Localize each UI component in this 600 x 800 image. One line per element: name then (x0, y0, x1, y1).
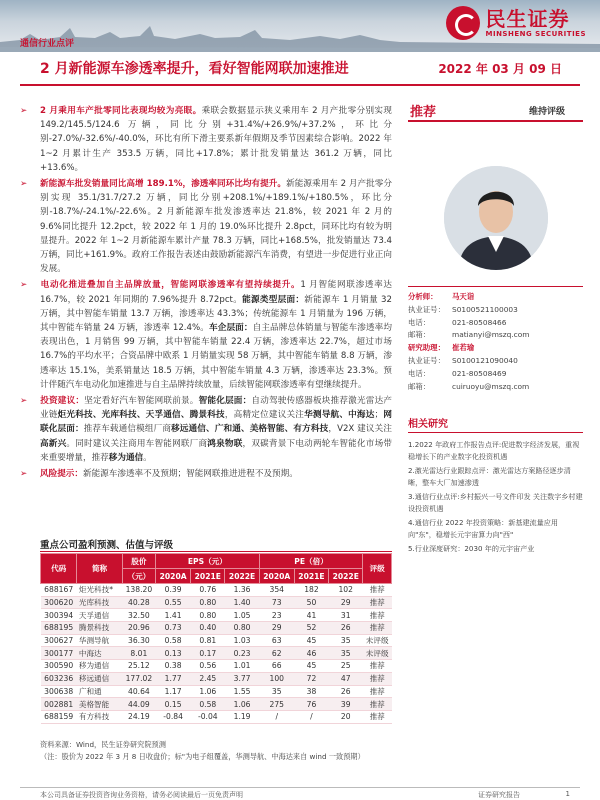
forecast-table (40, 553, 392, 724)
table-cell: 603236 (41, 672, 77, 685)
table-cell: 0.80 (225, 622, 259, 635)
license-row: 执业证号： S0100121090040 (408, 355, 518, 365)
table-cell: 1.06 (225, 698, 259, 711)
table-cell: 0.73 (156, 622, 191, 635)
table-cell: 1.17 (156, 685, 191, 698)
table-cell: 移为通信 (77, 660, 122, 673)
logo-text-en: MINSHENG SECURITIES (485, 30, 586, 38)
table-cell: 300590 (41, 660, 77, 673)
table-cell: 24.19 (122, 710, 155, 723)
table-cell: 300638 (41, 685, 77, 698)
phone-row: 电话： 021-80508466 (408, 317, 507, 327)
email-row: 邮箱： cuiruoyu@mszq.com (408, 381, 530, 391)
table-cell: / (259, 710, 294, 723)
table-title: 重点公司盈利预测、估值与评级 (40, 540, 174, 551)
table-cell: 45 (294, 660, 328, 673)
footer-disclaimer: 本公司具备证券投资咨询业务资格，请务必阅读最后一页免责声明 (40, 791, 243, 799)
table-cell: 2.45 (191, 672, 225, 685)
table-row (41, 698, 392, 711)
table-cell: 26 (329, 685, 363, 698)
table-cell: 1.40 (225, 596, 259, 609)
table-cell: 美格智能 (77, 698, 122, 711)
table-cell: 推荐 (363, 698, 392, 711)
table-cell: 0.39 (156, 584, 191, 597)
table-row (41, 584, 392, 597)
table-cell: 8.01 (122, 647, 155, 660)
paragraph-risk: ➢ 风险提示：新能源车渗透率不及预期；智能网联推进进程不及预期。 (40, 467, 392, 481)
table-cell: 354 (259, 584, 294, 597)
table-row (41, 609, 392, 622)
table-row (41, 596, 392, 609)
table-body (41, 584, 392, 724)
table-cell: 688195 (41, 622, 77, 635)
table-cell: 102 (329, 584, 363, 597)
related-research-title: 相关研究 (408, 415, 583, 433)
table-cell: 29 (329, 596, 363, 609)
table-cell: 0.55 (156, 596, 191, 609)
header-year: 2022E (329, 569, 363, 584)
table-cell: 光库科技 (77, 596, 122, 609)
table-cell: / (294, 710, 328, 723)
table-cell: 002881 (41, 698, 77, 711)
report-category: 通信行业点评 (20, 39, 75, 49)
table-cell: 0.58 (156, 634, 191, 647)
license-row: 执业证号： S0100521100003 (408, 304, 518, 314)
table-cell: 47 (329, 672, 363, 685)
title-divider (20, 84, 580, 86)
header-banner (0, 0, 600, 52)
table-cell: 45 (294, 634, 328, 647)
table-cell: 1.03 (225, 634, 259, 647)
table-cell: 63 (259, 634, 294, 647)
table-cell: 35 (259, 685, 294, 698)
header-year: 2020A (259, 569, 294, 584)
table-cell: 未评级 (363, 634, 392, 647)
report-date: 2022 年 03 月 09 日 (438, 62, 562, 76)
table-cell: 推荐 (363, 596, 392, 609)
table-cell: 华测导航 (77, 634, 122, 647)
table-cell: 39 (329, 698, 363, 711)
related-research-item[interactable]: 4.通信行业 2022 年投资策略：新基建流量应用向"东"，稳增长元宇宙算力向"西" (408, 518, 558, 540)
logo-text-cn: 民生证券 (485, 7, 570, 31)
table-cell: 中海达 (77, 647, 122, 660)
table-cell: 300394 (41, 609, 77, 622)
table-row (41, 622, 392, 635)
table-cell: 推荐 (363, 609, 392, 622)
report-body (20, 104, 392, 483)
related-research-item[interactable]: 3.通信行业点评:乡村振兴一号文件印发 关注数字乡村建设投资机遇 (408, 492, 583, 514)
table-cell: 72 (294, 672, 328, 685)
table-cell: 0.38 (156, 660, 191, 673)
table-cell: 40.28 (122, 596, 155, 609)
table-cell: 76 (294, 698, 328, 711)
table-cell: 31 (329, 609, 363, 622)
header-price-unit: （元） (122, 569, 155, 584)
table-cell: 0.58 (191, 698, 225, 711)
table-cell: 177.02 (122, 672, 155, 685)
header-price: 股价 (122, 554, 155, 569)
arrow-bullet-icon: ➢ (20, 179, 28, 190)
table-cell: 26 (329, 622, 363, 635)
table-cell: 1.55 (225, 685, 259, 698)
table-cell: 41 (294, 609, 328, 622)
paragraph-sales: ➢ 2 月乘用车产批零同比表现均较为亮眼。乘联会数据显示狭义乘用车 2 月产批零分别实现 149.2/145.5/124.6 万辆，同比分别+31.4%/+26.9%/+37.2%，环比分别-27.0%/-32.6%/-40.0%，环比有所下滑主要系新年假期及季节因素综合影响。2022 年 1~2 月累计生产 353.5 万辆，同比+17.8%；累计批发销量达 361.2 万辆，同比+13.6%。 (20, 106, 392, 173)
table-cell: 138.20 (122, 584, 155, 597)
table-cell: 32.50 (122, 609, 155, 622)
table-cell: 688167 (41, 584, 77, 597)
table-cell: 0.13 (156, 647, 191, 660)
table-cell: 1.06 (191, 685, 225, 698)
analyst-name-row: 分析师： 马天诣 (408, 292, 475, 301)
table-cell: 1.05 (225, 609, 259, 622)
source-line: 资料来源：Wind，民生证券研究院预测 (40, 740, 166, 749)
paragraph-investment: ➢ 投资建议：坚定看好汽车智能网联前景。智能化层面：自动驾驶传感器板块推荐激光雷达产业链炬光科技、光库科技、天孚通信、腾景科技，高精定位建议关注华测导航、中海达；网联化层面：推荐车载通信模组厂商移远通信、广和通、美格智能、有方科技，V2X 建议关注高新兴。同时建议关注商用车智能网联厂商鸿泉物联，双碳背景下电动两轮车智能化市场带来重要增量，推荐移为通信。 (20, 396, 392, 463)
table-row (41, 634, 392, 647)
table-cell: -0.04 (191, 710, 225, 723)
table-cell: 炬光科技* (77, 584, 122, 597)
header-name: 简称 (77, 554, 122, 584)
table-cell: 1.36 (225, 584, 259, 597)
table-cell: 35 (329, 634, 363, 647)
table-row (41, 672, 392, 685)
table-cell: 40.64 (122, 685, 155, 698)
recommendation-label: 推荐 (410, 105, 437, 120)
table-cell: 0.15 (156, 698, 191, 711)
email-row: 邮箱： matianyi@mszq.com (408, 330, 530, 340)
table-cell: 275 (259, 698, 294, 711)
report-title: 2 月新能源车渗透率提升，看好智能网联加速推进 (40, 61, 349, 77)
header-year: 2020A (156, 569, 191, 584)
note-line: （注：股价为 2022 年 3 月 8 日收盘价；标"为电子组覆盖，华测导航、中海达来自 wind 一致预期） (40, 752, 365, 761)
table-source (40, 739, 365, 763)
arrow-bullet-icon: ➢ (20, 280, 28, 291)
header-eps: EPS（元） (156, 554, 260, 569)
table-cell: 广和通 (77, 685, 122, 698)
table-cell: 推荐 (363, 660, 392, 673)
table-cell: 1.19 (225, 710, 259, 723)
arrow-bullet-icon: ➢ (20, 106, 28, 116)
arrow-bullet-icon: ➢ (20, 396, 28, 407)
logo-icon (446, 6, 480, 40)
table-cell: 0.81 (191, 634, 225, 647)
header-year: 2021E (191, 569, 225, 584)
table-cell: 300627 (41, 634, 77, 647)
footer-label: 证券研究报告 (478, 791, 520, 799)
rating-status: 维持评级 (528, 107, 565, 117)
table-cell: 25.12 (122, 660, 155, 673)
table-cell: 0.80 (191, 596, 225, 609)
table-cell: 推荐 (363, 710, 392, 723)
table-cell: 0.40 (191, 622, 225, 635)
table-cell: 182 (294, 584, 328, 597)
table-cell: 46 (294, 647, 328, 660)
header-year: 2022E (225, 569, 259, 584)
header-pe: PE（倍） (259, 554, 363, 569)
table-row (41, 685, 392, 698)
table-cell: 20.96 (122, 622, 155, 635)
table-cell: 25 (329, 660, 363, 673)
table-cell: 36.30 (122, 634, 155, 647)
table-cell: 100 (259, 672, 294, 685)
table-cell: 73 (259, 596, 294, 609)
table-cell: 52 (294, 622, 328, 635)
title-row (20, 58, 580, 80)
table-row (41, 647, 392, 660)
table-cell: 50 (294, 596, 328, 609)
table-cell: 1.41 (156, 609, 191, 622)
table-cell: 688159 (41, 710, 77, 723)
table-cell: 44.09 (122, 698, 155, 711)
table-cell: 0.76 (191, 584, 225, 597)
page-number: 1 (565, 790, 570, 798)
table-cell: 62 (259, 647, 294, 660)
table-cell: 66 (259, 660, 294, 673)
table-cell: 推荐 (363, 685, 392, 698)
table-cell: 未评级 (363, 647, 392, 660)
table-cell: 推荐 (363, 672, 392, 685)
table-cell: 300620 (41, 596, 77, 609)
table-cell: 腾景科技 (77, 622, 122, 635)
header-rating: 评级 (363, 554, 392, 584)
analyst-info (408, 286, 583, 393)
related-research-item[interactable]: 5.行业深度研究：2030 年的元宇宙产业 (408, 544, 535, 554)
paragraph-nev: ➢ 新能源车批发销量同比高增 189.1%，渗透率同环比均有提升。新能源乘用车 2 月产批零分别实现 35.1/31.7/27.2 万辆，同比分别+208.1%/+189.1%/+180.5%，环比分别-18.7%/-24.1%/-22.6%。2 月新能源车批发渗透率达 21.8%，较 2021 年 2 月的 9.6%同比提升 12.2pct，较 2022 年 1 月的 19.0%环比提升 2.8pct，同环比均有较为明显提升。2022 年 1~2 月新能源车累计产量 78.3 万辆，同比+168.5%，批发销量达 73.4 万辆，同比+161.9%。政府工作报告表述由鼓励新能源汽车消费，有望进一步促进行业正向发展。 (20, 179, 392, 275)
table-divider (40, 551, 392, 552)
table-cell: 20 (329, 710, 363, 723)
table-cell: 23 (259, 609, 294, 622)
footer-divider (20, 787, 580, 788)
related-research-item[interactable]: 2.激光雷达行业跟踪点评：激光雷达方案路径逐步清晰，整车大厂加速渗透 (408, 466, 571, 488)
table-cell: -0.84 (156, 710, 191, 723)
rating-box (408, 98, 583, 122)
sidebar (408, 98, 583, 557)
table-cell: 推荐 (363, 622, 392, 635)
arrow-bullet-icon: ➢ (20, 469, 28, 480)
related-research (408, 415, 583, 555)
table-cell: 0.80 (191, 609, 225, 622)
assistant-name-row: 研究助理： 崔若瑜 (408, 343, 475, 353)
paragraph-connected: ➢ 电动化推进叠加自主品牌放量，智能网联渗透率有望持续提升。1 月智能网联渗透率达 16.7%，较 2021 年同期的 7.96%提升 8.72pct。能源类型层面：新能源车 1 月销量 32 万辆，其中智能车销量 13.7 万辆，渗透率达 43.3%；传统能源车 1 月销量为 196 万辆，其中智能车销量 24 万辆，渗透率 12.4%。车企层面：自主品牌总体销量与智能车渗透率均表现出色，1 月销售 99 万辆，其中智能车销量 22.4 万辆，渗透率达 22.7%，超过市场 16.7%的平均水平；合资品牌中欧系 1 月销量实现 58 万辆，其中智能车销量 8.8 万辆，渗透率达 15.1%，美系销量达 18.5 万辆，其中智能车销量 4.3 万辆，渗透率达 23.3%。预计伴随汽车电动化加速推进与自主品牌持续放量，后续智能网联渗透率有望继续提升。 (20, 280, 392, 390)
header-code: 代码 (41, 554, 77, 584)
table-cell: 推荐 (363, 584, 392, 597)
table-cell: 0.17 (191, 647, 225, 660)
company-logo (446, 6, 587, 40)
table-cell: 35 (329, 647, 363, 660)
table-cell: 0.23 (225, 647, 259, 660)
table-cell: 300177 (41, 647, 77, 660)
table-cell: 有方科技 (77, 710, 122, 723)
table-cell: 3.77 (225, 672, 259, 685)
header-year: 2021E (294, 569, 328, 584)
person-silhouette-icon (444, 166, 548, 270)
table-cell: 1.77 (156, 672, 191, 685)
table-row (41, 660, 392, 673)
related-research-item[interactable]: 1.2022 年政府工作报告点评:促进数字经济发展，重视稳增长下的产业数字化投资机遇 (408, 440, 580, 462)
table-cell: 29 (259, 622, 294, 635)
table-cell: 移远通信 (77, 672, 122, 685)
table-cell: 天孚通信 (77, 609, 122, 622)
table-cell: 0.56 (191, 660, 225, 673)
analyst-photo (444, 166, 548, 270)
phone-row: 电话： 021-80508469 (408, 368, 507, 378)
table-cell: 38 (294, 685, 328, 698)
table-row (41, 710, 392, 723)
table-cell: 1.01 (225, 660, 259, 673)
